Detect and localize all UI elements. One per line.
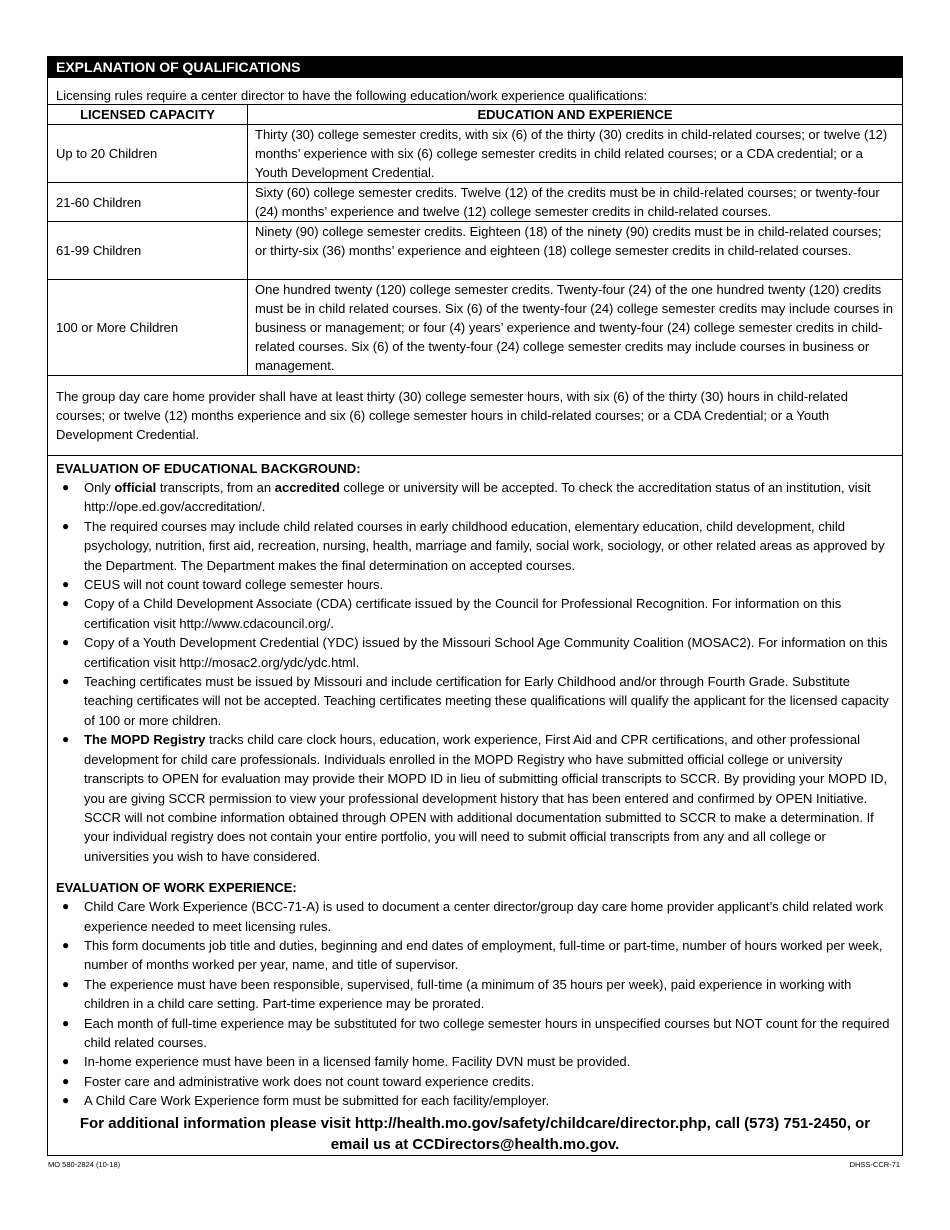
contact-note [56, 1113, 894, 1155]
item-text: This form documents job title and duties, beginning and end dates of employment, full-time or part-time, number of hours worked per week, number of months worked per year, name, and title of supervisor. [84, 937, 883, 973]
item-text: tracks child care clock hours, education, work experience, First Aid and CPR certifications, and other professional development for child care professionals. Individuals enrolled in the MOPD Registry who have submitted official college or university transcripts to OPEN for evaluation may provide their MOPD ID in lieu of submitting official transcripts to SCCR. By providing your MOPD ID, you are giving SCCR permission to view your professional development history that has been entered and confirmed by OPEN Initiative. SCCR will not combine information obtained through OPEN with additional documentation submitted to SCCR to make a determination. If your individual registry does not contain your entire portfolio, you will need to submit official transcripts from any and all college or universities you wish to have considered. [84, 732, 888, 864]
table-row [48, 183, 902, 222]
item-text: CEUS will not count toward college semester hours. [84, 577, 384, 593]
list-item [56, 594, 894, 633]
item-text: In-home experience must have been in a licensed family home. Facility DVN must be provided. [84, 1054, 631, 1070]
list-item [56, 1072, 894, 1091]
item-text: The required courses may include child related courses in early childhood education, elementary education, child development, child psychology, nutrition, first aid, recreation, nursing, health, marriage and family, social work, sociology, or other related areas as approved by the Department. The Department makes the final determination on accepted courses. [84, 518, 885, 573]
table-row [48, 125, 902, 183]
education-cell: Thirty (30) college semester credits, with six (6) of the thirty (30) credits in child-related courses; or twelve (12) months’ experience with six (6) college semester credits in child related courses; or a CDA credential; or a Youth Development Credential. [248, 125, 903, 183]
item-text: Each month of full-time experience may be substituted for two college semester hours in unspecified courses but NOT count for the required child related courses. [84, 1015, 890, 1050]
education-section [48, 456, 902, 866]
capacity-cell: Up to 20 Children [48, 125, 248, 183]
education-cell: One hundred twenty (120) college semester credits. Twenty-four (24) of the one hundred twenty (120) credits must be in child related courses. Six (6) of the twenty-four (24) college semester credits may include courses in business or management; or four (4) years’ experience and twenty-four (24) college semester credits in child-related courses. Six (6) of the twenty-four (24) college semester credits may include courses in business or management. [248, 280, 903, 376]
capacity-cell: 100 or More Children [48, 280, 248, 376]
item-bold-text: official [114, 480, 157, 495]
bullet-icon: ● [62, 1073, 70, 1088]
bullet-icon: ● [62, 1093, 70, 1108]
education-cell: Sixty (60) college semester credits. Twelve (12) of the credits must be in child-related courses; or twenty-four (24) months’ experience and twelve (12) college semester credits in child-related courses. [248, 183, 903, 222]
bullet-icon: ● [62, 596, 70, 611]
item-text: college or university will be accepted. To check the accreditation status of an institution, visit http://ope.ed.gov/accreditation/. [84, 480, 871, 515]
bullet-icon: ● [62, 1015, 70, 1030]
bullet-icon: ● [62, 1054, 70, 1069]
item-text: transcripts, from an [156, 480, 275, 495]
bullet-icon: ● [62, 899, 70, 914]
list-item [56, 517, 894, 575]
form-number-left: MO 580-2824 (10-18) [48, 1160, 121, 1169]
bullet-icon: ● [62, 635, 70, 650]
bullet-icon: ● [62, 480, 70, 494]
work-list [56, 897, 894, 1110]
item-bold-text: The MOPD Registry [84, 732, 206, 748]
table-row [48, 280, 902, 376]
list-item [56, 936, 894, 975]
bullet-icon: ● [62, 937, 70, 952]
list-item [56, 1091, 894, 1110]
form-number-right: DHSS-CCR-71 [849, 1160, 900, 1169]
education-heading: EVALUATION OF EDUCATIONAL BACKGROUND: [56, 461, 361, 476]
item-text: Teaching certificates must be issued by Missouri and include certification for Early Childhood and/or through Fourth Grade. Substitute teaching certificates will not be accepted. Teaching certificates meeting these qualifications will qualify the applicant for the licensed capacity of 100 or more children. [84, 674, 889, 728]
section-title: EXPLANATION OF QUALIFICATIONS [48, 57, 902, 78]
header-education-experience: EDUCATION AND EXPERIENCE [248, 105, 903, 125]
capacity-cell: 21-60 Children [48, 183, 248, 222]
education-cell: Ninety (90) college semester credits. Eighteen (18) of the ninety (90) credits must be in child-related courses; or thirty-six (36) months’ experience and eighteen (18) college semester credits in child-related courses. [248, 222, 903, 280]
list-item [56, 575, 894, 594]
header-licensed-capacity: LICENSED CAPACITY [48, 105, 248, 125]
item-text: Foster care and administrative work does not count toward experience credits. [84, 1073, 535, 1089]
capacity-cell: 61-99 Children [48, 222, 248, 280]
list-item [56, 975, 894, 1014]
list-item [56, 730, 894, 866]
list-item [56, 633, 894, 672]
table-header-row [48, 105, 902, 125]
list-item [56, 1014, 894, 1053]
intro-text: Licensing rules require a center director to have the following education/work experience qualifications: [56, 88, 648, 103]
item-text: Only [84, 480, 115, 495]
qualifications-form [47, 56, 903, 1156]
item-bold-text: accredited [274, 480, 340, 495]
item-text: Copy of a Child Development Associate (CDA) certificate issued by the Council for Professional Recognition. For information on this certification visit http://www.cdacouncil.org/. [84, 596, 842, 631]
bullet-icon: ● [62, 976, 70, 991]
education-list [56, 478, 894, 866]
item-text: A Child Care Work Experience form must be submitted for each facility/employer. [84, 1093, 550, 1109]
work-heading: EVALUATION OF WORK EXPERIENCE: [56, 880, 297, 896]
item-text: The experience must have been responsible, supervised, full-time (a minimum of 35 hours per week), paid experience in working with children in a child care setting. Part-time experience may be prorated. [84, 976, 852, 1012]
contact-note-line2: email us at CCDirectors@health.mo.gov. [330, 1135, 620, 1153]
list-item [56, 897, 894, 936]
work-section [48, 866, 902, 1154]
item-text: Child Care Work Experience (BCC-71-A) is used to document a center director/group day care home provider applicant’s child related work experience needed to meet licensing rules. [84, 899, 884, 934]
bullet-icon: ● [62, 732, 70, 747]
bullet-icon: ● [62, 577, 70, 592]
list-item [56, 1052, 894, 1071]
item-text: Copy of a Youth Development Credential (YDC) issued by the Missouri School Age Community Coalition (MOSAC2). For information on this certification visit http://mosac2.org/ydc/ydc.html. [84, 635, 888, 670]
list-item [56, 672, 894, 730]
list-item [56, 478, 894, 517]
bullet-icon: ● [62, 518, 70, 533]
bullet-icon: ● [62, 674, 70, 689]
qualifications-table [48, 104, 902, 376]
table-row [48, 222, 902, 280]
contact-note-line1: For additional information please visit http://health.mo.gov/safety/childcare/director.php, call (573) 751-2450, or [79, 1114, 871, 1132]
group-home-text: The group day care home provider shall have at least thirty (30) college semester hours, with six (6) of the thirty (30) hours in child-related courses; or twelve (12) months experience and six (6) college semester hours in child-related courses; or a CDA Credential; or a Youth Development Credential. [48, 375, 902, 456]
